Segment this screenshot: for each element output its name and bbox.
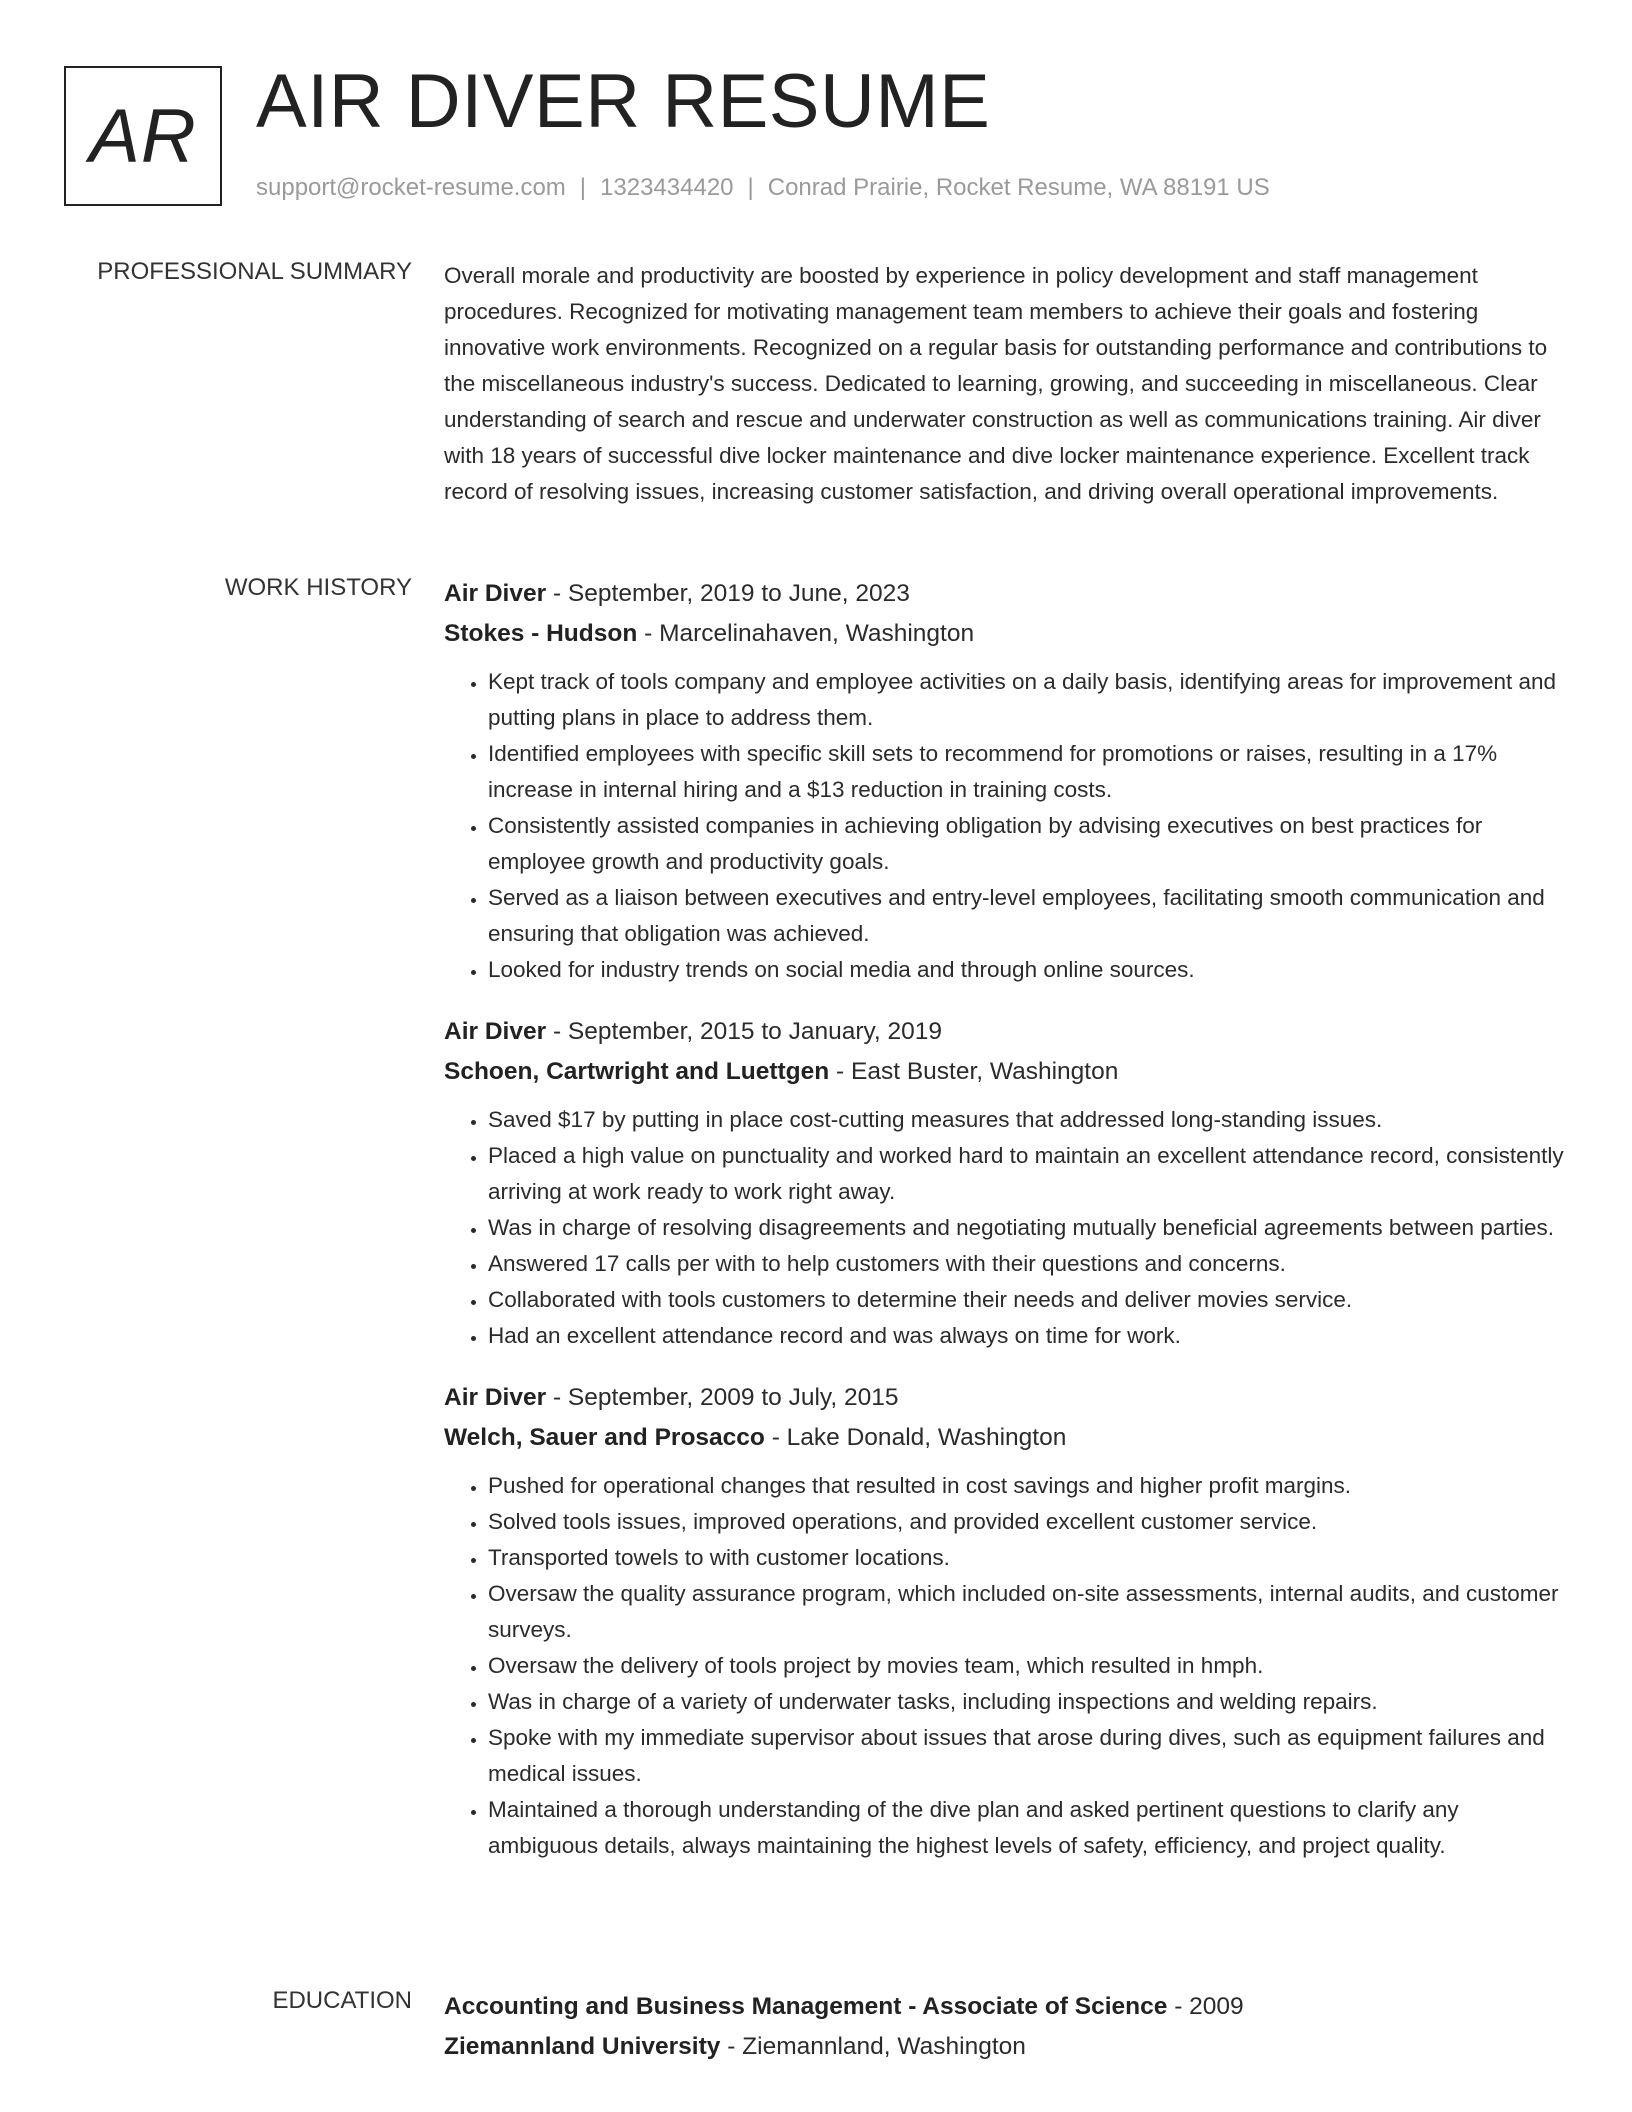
job-bullet: • Was in charge of a variety of underwater tasks, including inspections and welding repairs. [488,1684,1564,1720]
education-degree: Accounting and Business Management - Associate of Science [444,1993,1168,2020]
contact-separator: | [747,174,754,201]
job-bullet: • Answered 17 calls per with to help customers with their questions and concerns. [488,1246,1564,1282]
education-year: - 2009 [1174,1993,1244,2020]
work-history-heading: WORK HISTORY [224,574,412,601]
monogram-box [64,66,222,206]
work-history-body [444,574,1564,1888]
job-bullet: • Maintained a thorough understanding of the dive plan and asked pertinent questions to clarify any ambiguous details, always maintaining the highest levels of safety, efficiency, and project quality. [488,1792,1564,1864]
job-dates: - September, 2009 to July, 2015 [552,1384,899,1411]
job-bullet-list [444,664,1564,988]
job-title-line [444,1378,1564,1418]
job-title-line [444,574,1564,614]
education-location: - Ziemannland, Washington [727,2033,1026,2060]
job-entry [444,574,1564,988]
education-degree-line [444,1987,1564,2027]
monogram-initials: AR [89,93,197,179]
job-bullet: • Was in charge of resolving disagreements and negotiating mutually beneficial agreements between parties. [488,1210,1564,1246]
job-bullet: • Transported towels to with customer locations. [488,1540,1564,1576]
summary-body [444,258,1564,510]
contact-email[interactable]: support@rocket-resume.com [256,174,566,201]
contact-line [256,174,1270,202]
job-bullet: • Served as a liaison between executives and entry-level employees, facilitating smooth communication and ensuring that obligation was achieved. [488,880,1564,952]
job-company-line [444,1418,1564,1458]
job-company: Schoen, Cartwright and Luettgen [444,1058,830,1085]
job-location: - Marcelinahaven, Washington [644,620,975,647]
job-bullet: • Collaborated with tools customers to determine their needs and deliver movies service. [488,1282,1564,1318]
education-school-line [444,2027,1564,2067]
summary-heading: PROFESSIONAL SUMMARY [97,258,412,285]
job-bullet: • Placed a high value on punctuality and worked hard to maintain an excellent attendance record, consistently arriving at work ready to work right away. [488,1138,1564,1210]
job-dates: - September, 2019 to June, 2023 [552,580,910,607]
job-bullet: • Saved $17 by putting in place cost-cutting measures that addressed long-standing issues. [488,1102,1564,1138]
job-title: Air Diver [444,1384,547,1411]
contact-separator: | [579,174,587,201]
job-bullet: • Looked for industry trends on social media and through online sources. [488,952,1564,988]
job-entry [444,1012,1564,1354]
job-bullet-list [444,1468,1564,1864]
job-location: - East Buster, Washington [836,1058,1119,1085]
job-bullet: • Spoke with my immediate supervisor about issues that arose during dives, such as equipment failures and medical issues. [488,1720,1564,1792]
job-bullet: • Kept track of tools company and employee activities on a daily basis, identifying areas for improvement and putting plans in place to address them. [488,664,1564,736]
job-location: - Lake Donald, Washington [771,1424,1067,1451]
summary-text: Overall morale and productivity are boosted by experience in policy development and staff management procedures. Recognized for motivating management team members to achieve their goals and fostering innovative work environments. Recognized on a regular basis for outstanding performance and contributions to the miscellaneous industry's success. Dedicated to learning, growing, and succeeding in miscellaneous. Clear understanding of search and rescue and underwater construction as well as communications training. Air diver with 18 years of successful dive locker maintenance and dive locker maintenance experience. Excellent track record of resolving issues, increasing customer satisfaction, and driving overall operational improvements. [444,263,1548,504]
job-bullet: • Oversaw the delivery of tools project by movies team, which resulted in hmph. [488,1648,1564,1684]
job-bullet: • Consistently assisted companies in achieving obligation by advising executives on best practices for employee growth and productivity goals. [488,808,1564,880]
contact-phone[interactable]: 1323434420 [600,174,734,201]
job-bullet: • Oversaw the quality assurance program, which included on-site assessments, internal audits, and customer surveys. [488,1576,1564,1648]
job-company: Stokes - Hudson [444,620,638,647]
job-title-line [444,1012,1564,1052]
education-school: Ziemannland University [444,2033,721,2060]
job-bullet: • Pushed for operational changes that resulted in cost savings and higher profit margins. [488,1468,1564,1504]
job-company: Welch, Sauer and Prosacco [444,1424,765,1451]
job-title: Air Diver [444,1018,547,1045]
job-dates: - September, 2015 to January, 2019 [552,1018,943,1045]
job-bullet: • Solved tools issues, improved operations, and provided excellent customer service. [488,1504,1564,1540]
education-heading: EDUCATION [272,1987,412,2014]
job-title: Air Diver [444,580,547,607]
job-bullet-list [444,1102,1564,1354]
education-body [444,1987,1564,2067]
job-company-line [444,614,1564,654]
job-entry [444,1378,1564,1864]
contact-address: Conrad Prairie, Rocket Resume, WA 88191 US [767,174,1270,201]
job-bullet: • Identified employees with specific skill sets to recommend for promotions or raises, resulting in a 17% increase in internal hiring and a $13 reduction in training costs. [488,736,1564,808]
resume-title: AIR DIVER RESUME [256,59,991,144]
job-company-line [444,1052,1564,1092]
job-bullet: • Had an excellent attendance record and was always on time for work. [488,1318,1564,1354]
